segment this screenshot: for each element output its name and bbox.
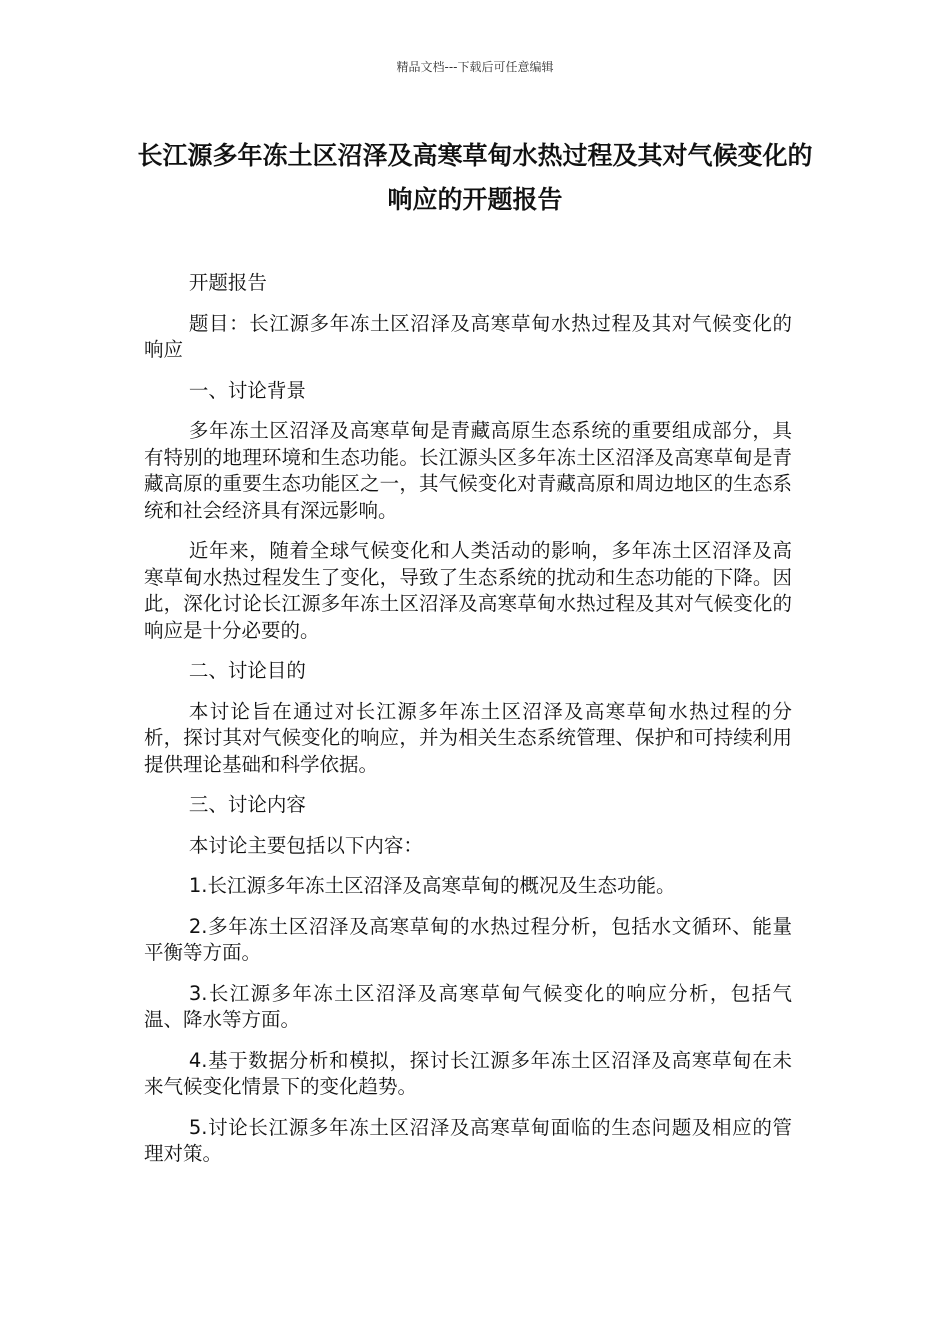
list-item-4: 4.基于数据分析和模拟，探讨长江源多年冻土区沼泽及高寒草甸在未来气候变化情景下的变化趋势。 xyxy=(144,1048,792,1098)
paragraph-background-2: 近年来，随着全球气候变化和人类活动的影响，多年冻土区沼泽及高寒草甸水热过程发生了变化，导致了生态系统的扰动和生态功能的下降。因此，深化讨论长江源多年冻土区沼泽及高寒草甸水热过程及其对气候变化的响应是十分必要的。 xyxy=(144,539,792,642)
paragraph-purpose: 本讨论旨在通过对长江源多年冻土区沼泽及高寒草甸水热过程的分析，探讨其对气候变化的响应，并为相关生态系统管理、保护和可持续利用提供理论基础和科学依据。 xyxy=(144,699,792,776)
paragraph-content-intro: 本讨论主要包括以下内容： xyxy=(188,833,423,857)
list-item-1: 1.长江源多年冻土区沼泽及高寒草甸的概况及生态功能。 xyxy=(188,874,676,897)
section-heading-purpose: 二、讨论目的 xyxy=(188,659,306,682)
document-body xyxy=(144,270,792,1182)
header-note: 精品文档---下载后可任意编辑 xyxy=(396,60,554,74)
heading-report: 开题报告 xyxy=(188,271,267,294)
paragraph-topic: 题目：长江源多年冻土区沼泽及高寒草甸水热过程及其对气候变化的响应 xyxy=(144,311,792,361)
section-heading-content: 三、讨论内容 xyxy=(188,793,306,816)
list-item-2: 2.多年冻土区沼泽及高寒草甸的水热过程分析，包括水文循环、能量平衡等方面。 xyxy=(144,914,792,964)
paragraph-background-1: 多年冻土区沼泽及高寒草甸是青藏高原生态系统的重要组成部分，具有特别的地理环境和生态功能。长江源头区多年冻土区沼泽及高寒草甸是青藏高原的重要生态功能区之一，其气候变化对青藏高原和周边地区的生态系统和社会经济具有深远影响。 xyxy=(144,419,792,522)
section-heading-background: 一、讨论背景 xyxy=(188,378,306,402)
document-title: 长江源多年冻土区沼泽及高寒草甸水热过程及其对气候变化的响应的开题报告 xyxy=(137,141,813,214)
list-item-3: 3.长江源多年冻土区沼泽及高寒草甸气候变化的响应分析，包括气温、降水等方面。 xyxy=(144,981,792,1031)
list-item-5: 5.讨论长江源多年冻土区沼泽及高寒草甸面临的生态问题及相应的管理对策。 xyxy=(144,1115,792,1165)
